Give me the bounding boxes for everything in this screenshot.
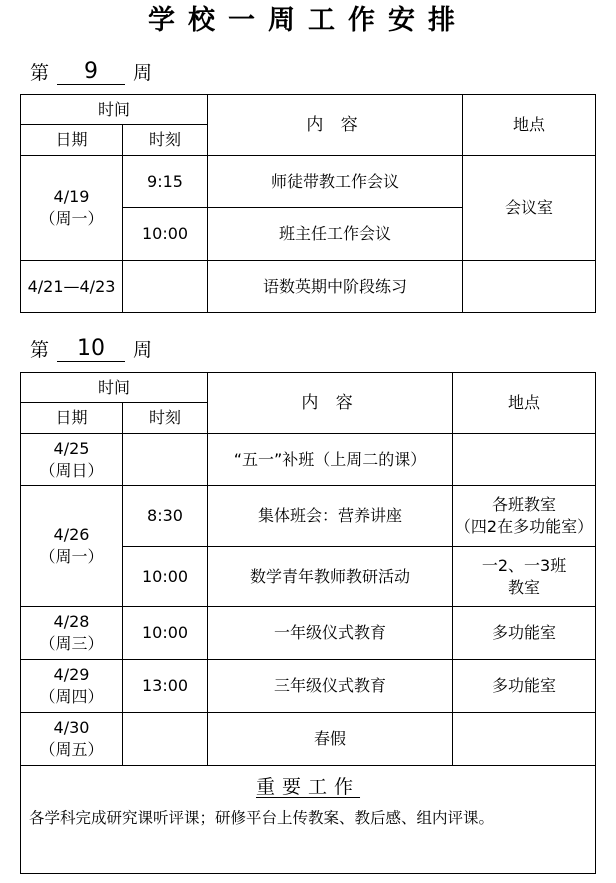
time-cell: 13:00 <box>123 660 208 713</box>
header-place: 地点 <box>453 373 596 434</box>
date-cell <box>21 434 123 486</box>
week-number: 10 <box>57 337 125 362</box>
date-cell <box>21 713 123 766</box>
table-row <box>21 486 596 547</box>
time-cell <box>123 713 208 766</box>
content-cell: 班主任工作会议 <box>208 208 463 261</box>
content-cell: 语数英期中阶段练习 <box>208 261 463 313</box>
week-prefix: 第 <box>30 339 50 361</box>
date-cell <box>21 660 123 713</box>
time-cell <box>123 261 208 313</box>
place-line: 各班教室 <box>492 495 557 514</box>
week-10-schedule-table <box>20 372 596 874</box>
table-row <box>21 607 596 660</box>
week-9-label <box>30 60 152 85</box>
weekday: （周三） <box>39 634 104 653</box>
week-9-schedule-table <box>20 94 596 313</box>
important-work-row <box>21 766 596 874</box>
place-cell <box>453 713 596 766</box>
week-10-label <box>30 337 152 362</box>
table-row <box>21 660 596 713</box>
table-row <box>21 156 596 208</box>
week-suffix: 周 <box>133 339 153 361</box>
place-line: 一2、一3班 <box>481 555 567 575</box>
header-content: 内 容 <box>208 95 463 156</box>
place-cell <box>453 486 596 547</box>
date-cell <box>21 156 123 261</box>
weekday: （周四） <box>39 687 104 706</box>
header-content: 内 容 <box>208 373 453 434</box>
table-row <box>21 713 596 766</box>
date-cell: 4/21—4/23 <box>21 261 123 313</box>
time-cell <box>123 434 208 486</box>
content-cell: 数学青年教师教研活动 <box>208 547 453 607</box>
time-cell: 8:30 <box>123 486 208 547</box>
page-title: 学校一周工作安排 <box>148 5 468 36</box>
time-cell: 10:00 <box>123 547 208 607</box>
header-place: 地点 <box>463 95 596 156</box>
weekday: （周一） <box>39 547 104 566</box>
header-time: 时间 <box>21 95 208 125</box>
date-cell <box>21 486 123 607</box>
date: 4/26 <box>53 525 90 544</box>
place-note: （四2在多功能室） <box>454 517 594 536</box>
place-cell: 会议室 <box>463 156 596 261</box>
place-cell: 多功能室 <box>453 660 596 713</box>
date: 4/29 <box>53 665 90 684</box>
header-moment: 时刻 <box>123 403 208 434</box>
header-date: 日期 <box>21 125 123 156</box>
time-cell: 10:00 <box>123 607 208 660</box>
important-work-title: 重要工作 <box>256 776 361 798</box>
important-work-text: 各学科完成研究课听评课；研修平台上传教案、教后感、组内评课。 <box>29 809 495 827</box>
content-cell: 春假 <box>208 713 453 766</box>
week-number: 9 <box>57 60 125 85</box>
date: 4/19 <box>53 187 90 206</box>
content-cell: 集体班会：营养讲座 <box>208 486 453 547</box>
weekday: （周一） <box>39 209 104 228</box>
date: 4/28 <box>53 612 90 631</box>
time-cell: 10:00 <box>123 208 208 261</box>
weekday: （周日） <box>39 460 104 480</box>
header-time: 时间 <box>21 373 208 403</box>
date-cell <box>21 607 123 660</box>
header-moment: 时刻 <box>123 125 208 156</box>
important-work-cell <box>21 766 596 874</box>
place-cell: 多功能室 <box>453 607 596 660</box>
week-prefix: 第 <box>30 62 50 84</box>
date: 4/25 <box>53 438 90 458</box>
time-cell: 9:15 <box>123 156 208 208</box>
content-cell: “五一”补班（上周二的课） <box>208 434 453 486</box>
content-cell: 一年级仪式教育 <box>208 607 453 660</box>
place-cell <box>453 547 596 607</box>
header-date: 日期 <box>21 403 123 434</box>
place-cell <box>453 434 596 486</box>
table-row <box>21 434 596 486</box>
week-suffix: 周 <box>133 62 153 84</box>
place-cell <box>463 261 596 313</box>
weekday: （周五） <box>39 740 104 759</box>
content-cell: 师徒带教工作会议 <box>208 156 463 208</box>
date: 4/30 <box>53 718 90 737</box>
content-cell: 三年级仪式教育 <box>208 660 453 713</box>
place-note: 教室 <box>508 577 541 597</box>
table-row <box>21 261 596 313</box>
